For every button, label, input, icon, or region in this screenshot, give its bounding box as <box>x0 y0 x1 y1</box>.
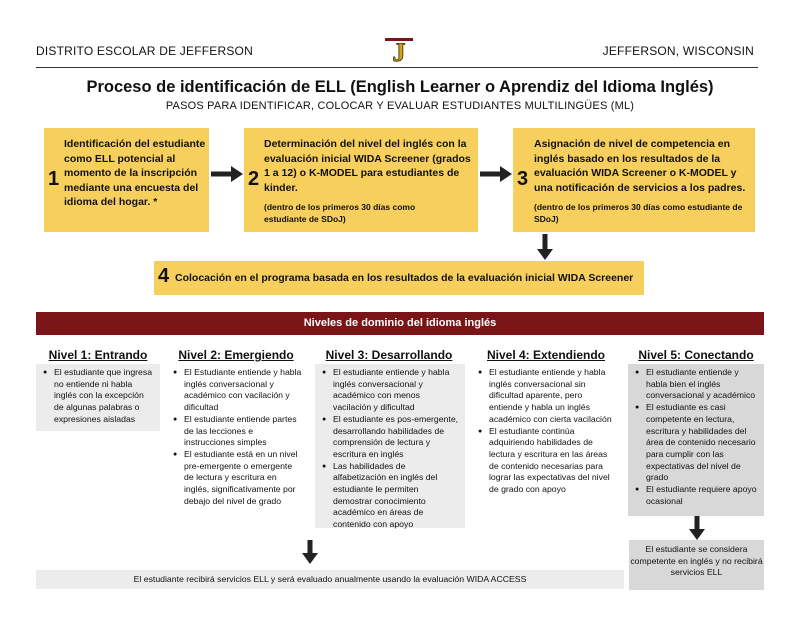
step-4-box <box>154 261 644 295</box>
arrow-right-icon <box>211 166 243 182</box>
step-3-text: Asignación de nivel de competencia en inglés basado en los resultados de la evaluación WIDA Screener o K-MODEL y una notificación de servicios a los padres. <box>534 138 746 194</box>
header-divider <box>36 67 758 68</box>
step-4-number: 4 <box>158 265 170 287</box>
page-subtitle: PASOS PARA IDENTIFICAR, COLOCAR Y EVALUAR ESTUDIANTES MULTILINGÜES (ML) <box>165 100 635 112</box>
step-2-number: 2 <box>248 168 260 190</box>
proficiency-levels-banner: Niveles de dominio del idioma inglés <box>36 312 764 335</box>
level-2-title: Nivel 2: Emergiendo <box>178 348 294 362</box>
step-1-number: 1 <box>48 168 60 190</box>
step-3-number: 3 <box>517 168 529 190</box>
level-5-bullet: ● El estudiante requiere apoyo ocasional <box>635 484 758 507</box>
step-4-text: Colocación en el programa basada en los resultados de la evaluación inicial WIDA Screener <box>175 272 634 284</box>
arrow-down-icon <box>537 234 553 260</box>
level-5-box <box>628 364 764 516</box>
level-1-box <box>36 364 160 431</box>
level-3-bullet: ● El estudiante entiende y habla inglés conversacional y académico con menos vacilación y dificultad <box>322 367 459 414</box>
step-1-box <box>44 128 209 232</box>
level-4-title: Nivel 4: Extendiendo <box>486 348 606 362</box>
level-2-bullet: ● El estudiante está en un nivel pre-emergente o emergente de lectura y escritura en inglés, significativamente por debajo del nivel de grado <box>173 449 303 508</box>
proficient-result-box: El estudiante se considera competente en inglés y no recibirá servicios ELL <box>629 540 764 590</box>
level-3-bullet: ● Las habilidades de alfabetización en inglés del estudiante le permiten demostrar conocimiento académico en áreas de contenido con apoyo <box>322 461 459 531</box>
level-5-bullet: ● El estudiante es casi competente en lectura, escritura y habilidades del área de contenido necesario para cumplir con las expectativas del nivel de grado <box>635 402 758 484</box>
district-name: DISTRITO ESCOLAR DE JEFFERSON <box>36 44 253 58</box>
step-2-box <box>244 128 478 232</box>
arrow-down-icon <box>689 516 705 540</box>
level-3-bullet: ● El estudiante es pos-emergente, desarrollando habilidades de comprensión de lectura y escritura en inglés <box>322 414 459 461</box>
level-2-bullet: ● El estudiante entiende partes de las lecciones e instrucciones simples <box>173 414 303 449</box>
level-1-bullet: ● El estudiante que ingresa no entiende ni habla inglés con la excepción de algunas palabras o expresiones aisladas <box>43 367 154 426</box>
level-5-bullet: ● El estudiante entiende y habla bien el inglés conversacional y académico <box>635 367 758 402</box>
step-1-text: Identificación del estudiante como ELL potencial al momento de la inscripción mediante una encuesta del idioma del hogar. * <box>64 138 206 208</box>
level-5-title: Nivel 5: Conectando <box>638 348 754 362</box>
district-location: JEFFERSON, WISCONSIN <box>602 44 754 58</box>
level-4-bullet: ● El estudiante continúa adquiriendo habilidades de lectura y escritura en las áreas de contenido necesarias para lograr las expectativas del nivel de grado con apoyo <box>478 426 616 496</box>
ell-services-note: El estudiante recibirá servicios ELL y será evaluado anualmente usando la evaluación WIDA ACCESS <box>36 570 624 589</box>
step-2-text: Determinación del nivel del inglés con la evaluación inicial WIDA Screener (grados 1 a 12) o K-MODEL para estudiantes de kinder. <box>264 138 471 194</box>
svg-text:J: J <box>392 38 406 66</box>
level-1-title: Nivel 1: Entrando <box>48 348 148 362</box>
step-3-note: (dentro de los primeros 30 días como estudiante de SDoJ) <box>534 202 743 224</box>
level-3-title: Nivel 3: Desarrollando <box>325 348 453 362</box>
level-2-bullet: ● El Estudiante entiende y habla inglés conversacional y académico con vacilación y dificultad <box>173 367 303 414</box>
level-2-box <box>166 364 309 516</box>
step-3-box <box>513 128 755 232</box>
level-4-bullet: ● El estudiante entiende y habla inglés conversacional sin dificultad aparente, pero entiende y habla un inglés académico con cierta vacilación <box>478 367 616 426</box>
arrow-right-icon <box>480 166 512 182</box>
level-3-box <box>315 364 465 528</box>
district-logo <box>382 32 416 66</box>
level-4-box <box>471 364 622 516</box>
step-2-note: (dentro de los primeros 30 días como estudiante de SDoJ) <box>264 202 416 224</box>
page-title: Proceso de identificación de ELL (English Learner o Aprendiz del Idioma Inglés) <box>86 78 714 96</box>
arrow-down-icon <box>302 540 318 564</box>
